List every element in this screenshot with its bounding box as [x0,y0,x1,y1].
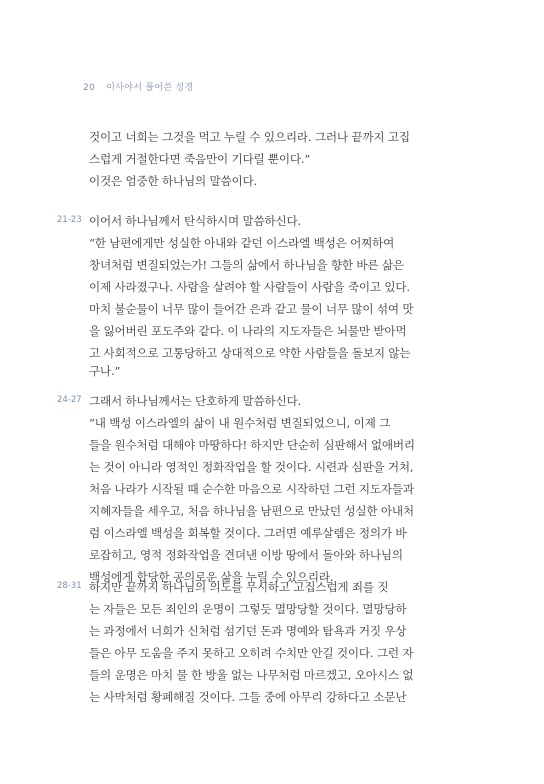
text-line: “한 남편에게만 성실한 아내와 같던 이스라엘 백성은 어찌하여 [89,236,395,250]
text-line: 처음 나라가 시작될 때 순수한 마음으로 시작하던 그런 지도자들과 [89,482,414,496]
text-line: 이제 사라졌구나. 사람을 살려야 할 사람들이 사람을 죽이고 있다. [89,280,410,294]
text-line: 창녀처럼 변질되었는가! 그들의 삶에서 하나님을 향한 바른 삶은 [89,258,404,272]
text-line: 럼 이스라엘 백성을 회복할 것이다. 그러면 예루살렘은 정의가 바 [89,526,407,540]
text-line: 하지만 끝까지 하나님의 의도를 무시하고 고집스럽게 죄를 짓 [89,580,389,594]
text-line: 지혜자들을 세우고, 처음 하나님을 남편으로 만났던 성실한 아내처 [89,504,414,518]
text-line: 로잡히고, 영적 정화작업을 견뎌낸 이방 땅에서 돌아와 하나님의 [89,548,403,562]
text-line: 이것은 엄중한 하나님의 말씀이다. [89,174,257,188]
text-line: 것이고 너희는 그것을 먹고 누릴 수 있으리라. 그러나 끝까지 고집 [89,130,410,144]
text-line: 고 사회적으로 고통당하고 상대적으로 약한 사람들을 돌보지 않는 [89,346,411,360]
verse-ref-28-31: 28-31 [57,581,82,591]
text-line: 들을 원수처럼 대해야 마땅하다! 하지만 단순히 심판해서 없애버리 [89,438,415,452]
text-line: 는 자들은 모든 죄인의 운명이 그렇듯 멸망당할 것이다. 멸망당하 [89,602,407,616]
running-header [83,80,194,93]
text-line: 는 과정에서 너희가 신처럼 섬기던 돈과 명예와 탐욕과 거짓 우상 [89,624,407,638]
text-line: 그래서 하나님께서는 단호하게 말씀하신다. [89,394,301,408]
text-line: 을 잃어버린 포도주와 같다. 이 나라의 지도자들은 뇌물만 받아먹 [89,324,407,338]
page-number: 20 [83,83,96,93]
running-title: 이사야서 풀어쓴 성경 [106,83,194,93]
verse-ref-24-27: 24-27 [57,395,82,405]
text-line: 이어서 하나님께서 탄식하시며 말씀하신다. [89,214,301,228]
verse-ref-21-23: 21-23 [57,215,82,225]
text-line: 들의 운명은 마치 물 한 방울 없는 나무처럼 마르겠고, 오아시스 없 [89,668,414,682]
text-line: 들은 아무 도움을 주지 못하고 오히려 수치만 안길 것이다. 그런 자 [89,646,414,660]
text-line: 구나.” [89,364,121,378]
text-line: “내 백성 이스라엘의 삶이 내 원수처럼 변질되었으니, 이제 그 [89,416,391,430]
text-line: 는 것이 아니라 영적인 정화작업을 할 것이다. 시련과 심판을 거쳐, [89,460,414,474]
text-line: 는 사막처럼 황폐해질 것이다. 그들 중에 아무리 강하다고 소문난 [89,690,407,704]
text-line: 스럽게 거절한다면 죽음만이 기다릴 뿐이다.” [89,152,311,166]
text-line: 백성에게 합당한 공의로운 삶을 누릴 수 있으리라. [89,570,334,584]
text-line: 마치 불순물이 너무 많이 들어간 은과 같고 물이 너무 많이 섞여 맛 [89,302,414,316]
